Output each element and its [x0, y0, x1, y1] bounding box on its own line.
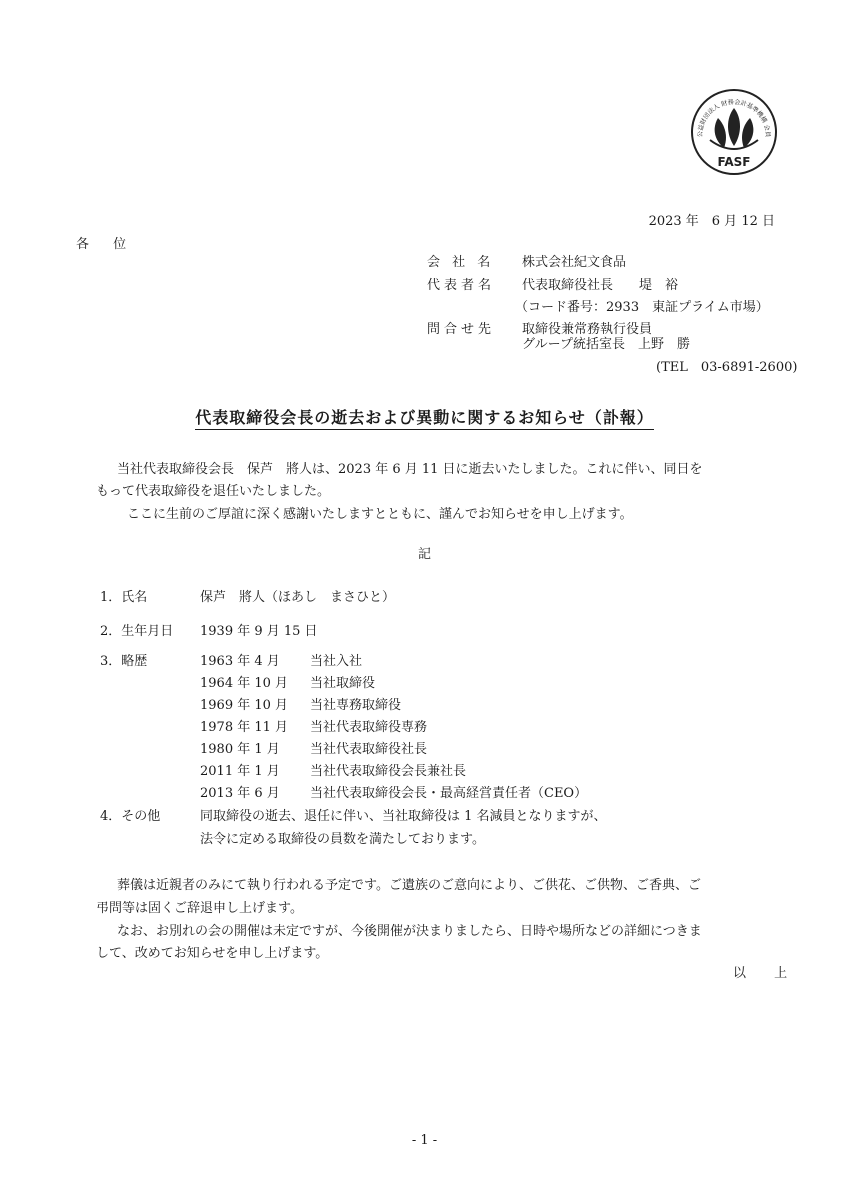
history-date: 2013 年 6 月: [200, 786, 280, 801]
logo-arc-text: 公益財団法人 財務会計基準機構 会員: [696, 98, 772, 138]
funeral-line-2: 弔問等は固くご辞退申し上げます。: [96, 901, 303, 916]
closing-mark: 以 上: [733, 966, 800, 981]
company-name-value: 株式会社紀文食品: [522, 255, 627, 270]
item-other-line-1: 同取締役の逝去、退任に伴い、当社取締役は 1 名減員となりますが、: [200, 809, 607, 824]
intro-line-1: 当社代表取締役会長 保芦 將人は、2023 年 6 月 11 日に逝去いたしました。これに伴い、同日を: [117, 462, 703, 477]
item-name-label: 1．氏名: [100, 590, 148, 605]
contact-label: 問合せ先: [427, 322, 496, 337]
logo-name: FASF: [717, 155, 751, 169]
farewell-line-2: して、改めてお知らせを申し上げます。: [96, 946, 329, 961]
item-name-value: 保芦 將人（ほあし まさひと）: [200, 590, 396, 605]
contact-title: 取締役兼常務執行役員: [522, 322, 653, 337]
item-history-label: 3．略歴: [100, 654, 148, 669]
ki-marker: 記: [417, 547, 431, 562]
history-event: 当社取締役: [310, 676, 376, 691]
history-event: 当社代表取締役専務: [310, 720, 428, 735]
history-date: 1978 年 11 月: [200, 720, 289, 735]
intro-line-3: ここに生前のご厚誼に深く感謝いたしますとともに、謹んでお知らせを申し上げます。: [127, 507, 633, 522]
page-title: [0, 405, 849, 428]
history-date: 1969 年 10 月: [200, 698, 289, 713]
stock-code: （コード番号：2933 東証プライム市場）: [515, 300, 769, 315]
intro-line-2: もって代表取締役を退任いたしました。: [96, 484, 331, 499]
history-event: 当社専務取締役: [310, 698, 402, 713]
farewell-line-1: なお、お別れの会の開催は未定ですが、今後開催が決まりましたら、日時や場所などの詳細につきま: [117, 924, 702, 939]
addressee: 各 位: [76, 237, 137, 252]
fasf-logo: [690, 88, 778, 176]
item-other-line-2: 法令に定める取締役の員数を満たしております。: [200, 832, 485, 847]
page-number: - 1 -: [411, 1133, 438, 1148]
history-event: 当社代表取締役会長兼社長: [310, 764, 467, 779]
history-event: 当社入社: [310, 654, 363, 669]
item-other-label: 4．その他: [100, 809, 161, 824]
history-date: 1980 年 1 月: [200, 742, 280, 757]
item-birth-label: 2．生年月日: [100, 624, 174, 639]
company-name-label: 会 社 名: [427, 255, 495, 270]
document-date: 2023 年 6 月 12 日: [648, 214, 775, 229]
item-birth-value: 1939 年 9 月 15 日: [200, 624, 318, 639]
history-event: 当社代表取締役社長: [310, 742, 428, 757]
history-date: 2011 年 1 月: [200, 764, 280, 779]
representative-value: 代表取締役社長 堤 裕: [522, 278, 679, 293]
page-title-text: 代表取締役会長の逝去および異動に関するお知らせ（訃報）: [195, 408, 654, 430]
contact-person: グループ統括室長 上野 勝: [522, 337, 690, 352]
representative-row: [427, 274, 678, 293]
history-date: 1964 年 10 月: [200, 676, 289, 691]
representative-label: 代表者名: [427, 278, 496, 293]
history-event: 当社代表取締役会長・最高経営責任者（CEO）: [310, 786, 588, 801]
company-name-row: [427, 251, 626, 270]
contact-phone: (TEL 03-6891-2600): [656, 360, 798, 375]
history-date: 1963 年 4 月: [200, 654, 280, 669]
funeral-line-1: 葬儀は近親者のみにて執り行われる予定です。ご遺族のご意向により、ご供花、ご供物、ご香典、ご: [117, 878, 701, 893]
